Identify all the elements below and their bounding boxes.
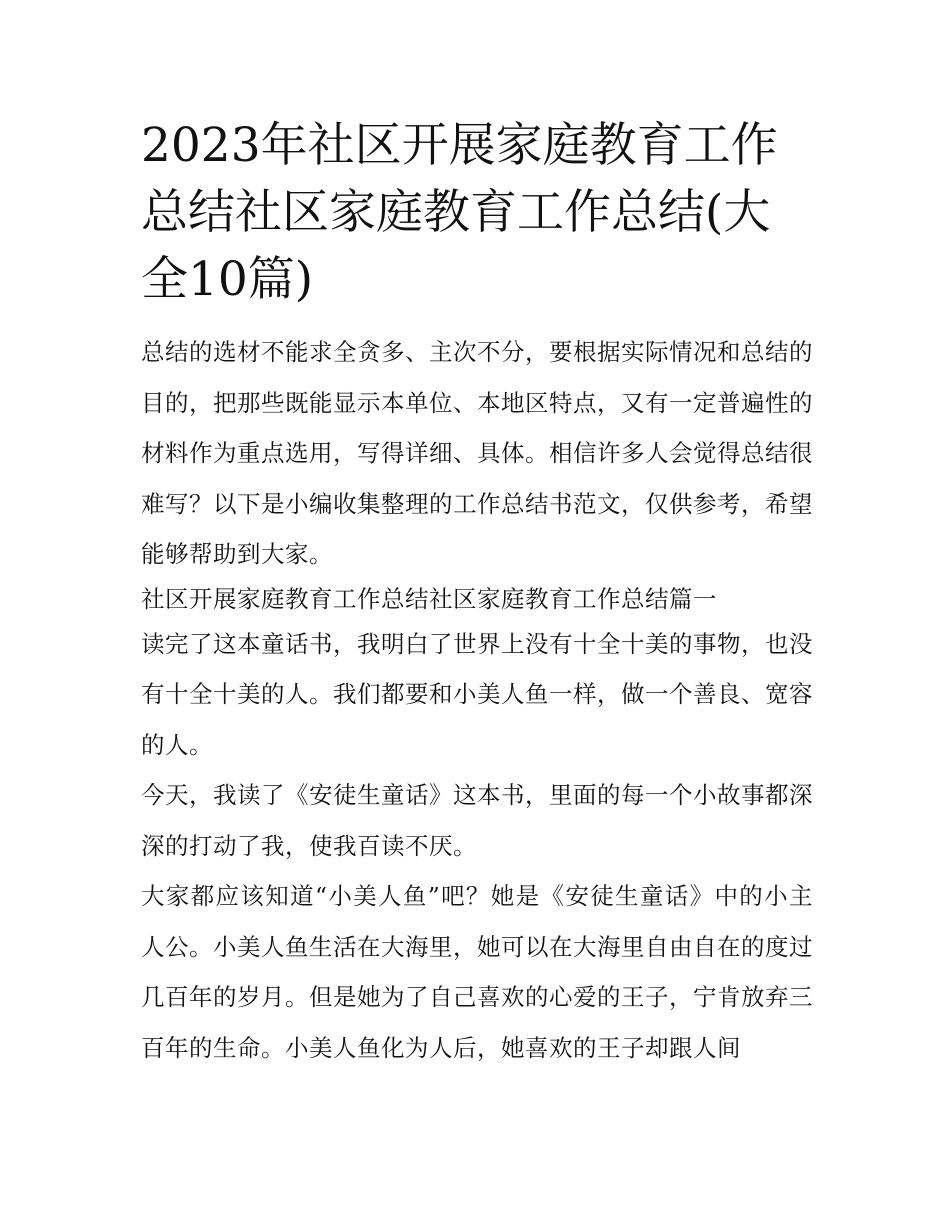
document-title: 2023年社区开展家庭教育工作总结社区家庭教育工作总结(大全10篇) [141,118,778,307]
section-heading: 社区开展家庭教育工作总结社区家庭教育工作总结篇一 [141,584,717,613]
body-paragraph: 读完了这本童话书，我明白了世界上没有十全十美的事物，也没有十全十美的人。我们都要和小美人鱼一样，做一个善良、宽容的人。 [141,629,813,759]
document-body [141,112,813,1073]
body-paragraph: 大家都应该知道“小美人鱼”吧？她是《安徒生童话》中的小主人公。小美人鱼生活在大海里，她可以在大海里自由自在的度过几百年的岁月。但是她为了自己喜欢的心爱的王子，宁肯放弃三百年的生命。小美人鱼化为人后，她喜欢的王子却跟人间 [141,882,813,1062]
intro-paragraph: 总结的选材不能求全贪多、主次不分，要根据实际情况和总结的目的，把那些既能显示本单位、本地区特点，又有一定普遍性的材料作为重点选用，写得详细、具体。相信许多人会觉得总结很难写？以下是小编收集整理的工作总结书范文，仅供参考，希望能够帮助到大家。 [141,338,813,568]
body-paragraph: 今天，我读了《安徒生童话》这本书，里面的每一个小故事都深深的打动了我，使我百读不厌。 [141,781,813,860]
